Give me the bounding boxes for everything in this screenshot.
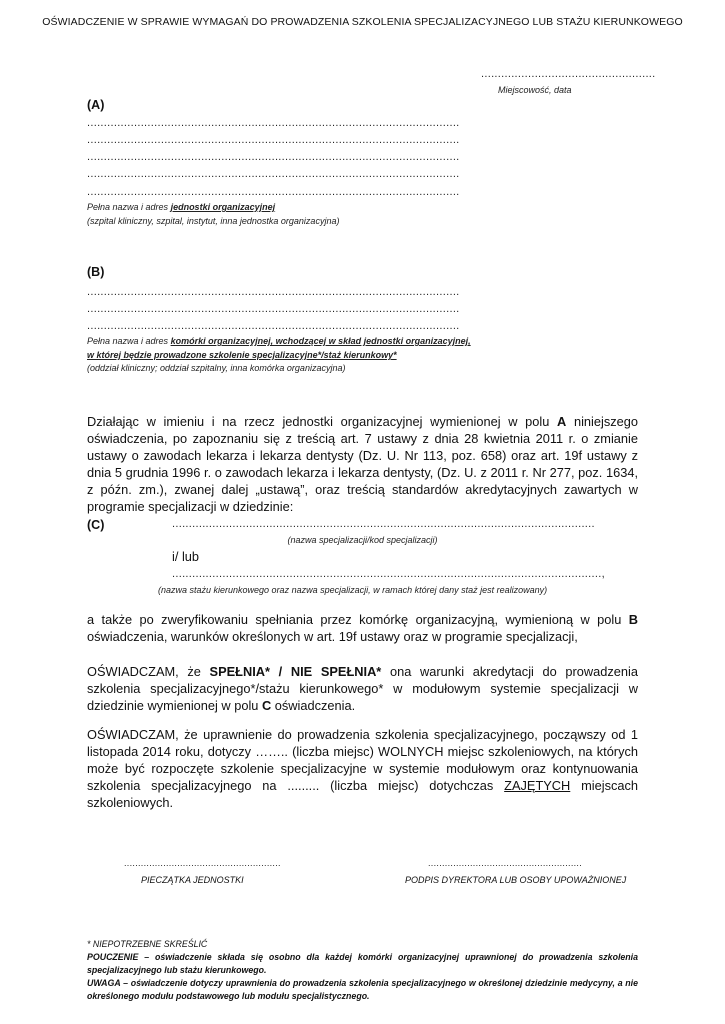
footnote-warning: UWAGA – oświadczenie dotyczy uprawnienia do prowadzenia szkolenia specjalizacyjnego w określonej dziedzinie medycyny, a nie określonego modułu podstawowego lub modułu specjalistycznego. (87, 978, 638, 1001)
section-a-line-4[interactable]: ............................................................................................................... (87, 168, 460, 180)
section-a-caption-prefix: Pełna nazwa i adres (87, 202, 171, 212)
verification-paragraph (87, 611, 638, 645)
verify-text-1: a także po zweryfikowaniu spełniania przez komórkę organizacyjną, wymienioną w polu (87, 612, 629, 627)
occupied-places-emphasis: ZAJĘTYCH (504, 778, 571, 793)
intro-paragraph (87, 413, 638, 515)
declaration-training-places (87, 726, 638, 811)
intro-text-1: Działając w imieniu i na rzecz jednostki organizacyjnej wymienionej w polu (87, 414, 558, 429)
section-b-line-3[interactable]: ............................................................................................................... (87, 320, 460, 332)
section-b-line-1[interactable]: ............................................................................................................... (87, 286, 460, 298)
unit-stamp-caption: PIECZĄTKA JEDNOSTKI (141, 875, 244, 885)
section-a-label: (A) (87, 98, 105, 112)
section-b-caption-prefix: Pełna nazwa i adres (87, 336, 171, 346)
declare2-text-1: OŚWIADCZAM, że uprawnienie do prowadzenia szkolenia specjalizacyjnego, począwszy od 1 listopada 2014 roku, dotyczy …….. (liczba miejsc) WOLNYCH miejsc szkoleniowych, na których może być rozpoczęte szkolenie specjalizacyjne w systemie modułowym oraz kontynuowania szkolenia specjalizacyjnego na ......... (liczba miejsc) dotychczas (87, 727, 638, 793)
verify-field-b-ref: B (628, 612, 638, 627)
unit-stamp-field[interactable]: ........................................................ (124, 858, 281, 868)
and-or-text: i/ lub (172, 549, 200, 564)
document-title: OŚWIADCZENIE W SPRAWIE WYMAGAŃ DO PROWADZENIA SZKOLENIA SPECJALIZACYJNEGO LUB STAŻU KIERUNKOWEGO (42, 16, 683, 28)
specialization-name-caption: (nazwa specjalizacji/kod specjalizacji) (287, 535, 438, 545)
intro-text-2: niniejszego oświadczenia, po zapoznaniu się z treścią art. 7 ustawy z dnia 28 kwietnia 2011 r. o zmianie ustawy o zawodach lekarza i lekarza dentysty (Dz. U. Nr 113, poz. 658) oraz art. 19f ustawy z dnia 5 grudnia 1996 r. o zawodach lekarza i lekarza dentysty, (Dz. U. z 2011 r. Nr 277, poz. 1634, z późn. zm.), zwanej dalej „ustawą”, oraz treścią standardów akredytacyjnych zawartych w programie specjalizacji w dziedzinie: (87, 414, 638, 514)
section-a-caption-sub: (szpital kliniczny, szpital, instytut, inna jednostka organizacyjna) (87, 216, 340, 226)
declare1-text-1: OŚWIADCZAM, że (87, 664, 210, 679)
section-b-caption-emphasis: komórki organizacyjnej, wchodzącej w skład jednostki organizacyjnej, (170, 336, 471, 346)
meets-not-meets-choice[interactable]: SPEŁNIA* / NIE SPEŁNIA* (209, 664, 382, 679)
section-c-label: (C) (87, 518, 105, 532)
section-a-line-5[interactable]: ............................................................................................................... (87, 186, 460, 198)
intro-field-a-ref: A (557, 414, 567, 429)
section-b-caption-sub: (oddział kliniczny; oddział szpitalny, inna komórka organizacyjna) (87, 363, 346, 373)
section-b-caption-emphasis-2: w której będzie prowadzone szkolenie specjalizacyjne*/staż kierunkowy* (87, 350, 397, 360)
section-a-line-1[interactable]: ............................................................................................................... (87, 117, 460, 129)
declaration-accreditation (87, 663, 638, 714)
declare2-text-2: miejscach szkoleniowych. (87, 778, 638, 810)
internship-name-caption: (nazwa stażu kierunkowego oraz nazwa specjalizacji, w ramach której dany staż jest realizowany) (158, 585, 548, 595)
section-a-caption-emphasis: jednostki organizacyjnej (170, 202, 276, 212)
place-date-caption: Miejscowość, data (498, 85, 572, 95)
verify-text-2: oświadczenia, warunków określonych w art. 19f ustawy oraz w programie specjalizacji, (87, 629, 578, 644)
declare1-text-2: ona warunki akredytacji do prowadzenia szkolenia specjalizacyjnego*/stażu kierunkowego* w modułowym systemie specjalizacji w dziedzinie wymienionej w polu (87, 664, 638, 713)
section-b-caption (87, 336, 471, 346)
section-a-line-3[interactable]: ............................................................................................................... (87, 151, 460, 163)
director-signature-caption: PODPIS DYREKTORA LUB OSOBY UPOWAŻNIONEJ (405, 875, 627, 885)
director-signature-field[interactable]: ....................................................... (428, 858, 583, 868)
footnote-strike-out: * NIEPOTRZEBNE SKREŚLIĆ (87, 939, 208, 949)
section-b-line-2[interactable]: ............................................................................................................... (87, 303, 460, 315)
specialization-name-field[interactable]: .............................................................................................................................. (172, 518, 595, 530)
section-b-label: (B) (87, 265, 105, 279)
place-date-field[interactable]: .................................................... (481, 68, 656, 80)
footnote-instruction: POUCZENIE – oświadczenie składa się osobno dla każdej komórki organizacyjnej uprawnionej do prowadzenia szkolenia specjalizacyjnego lub stażu kierunkowego. (87, 952, 638, 975)
section-a-line-2[interactable]: ............................................................................................................... (87, 134, 460, 146)
section-a-caption (87, 202, 275, 212)
declare1-text-3: oświadczenia. (271, 698, 356, 713)
declare1-field-c-ref: C (261, 698, 272, 713)
internship-name-field[interactable]: ................................................................................................................................, (172, 568, 605, 580)
